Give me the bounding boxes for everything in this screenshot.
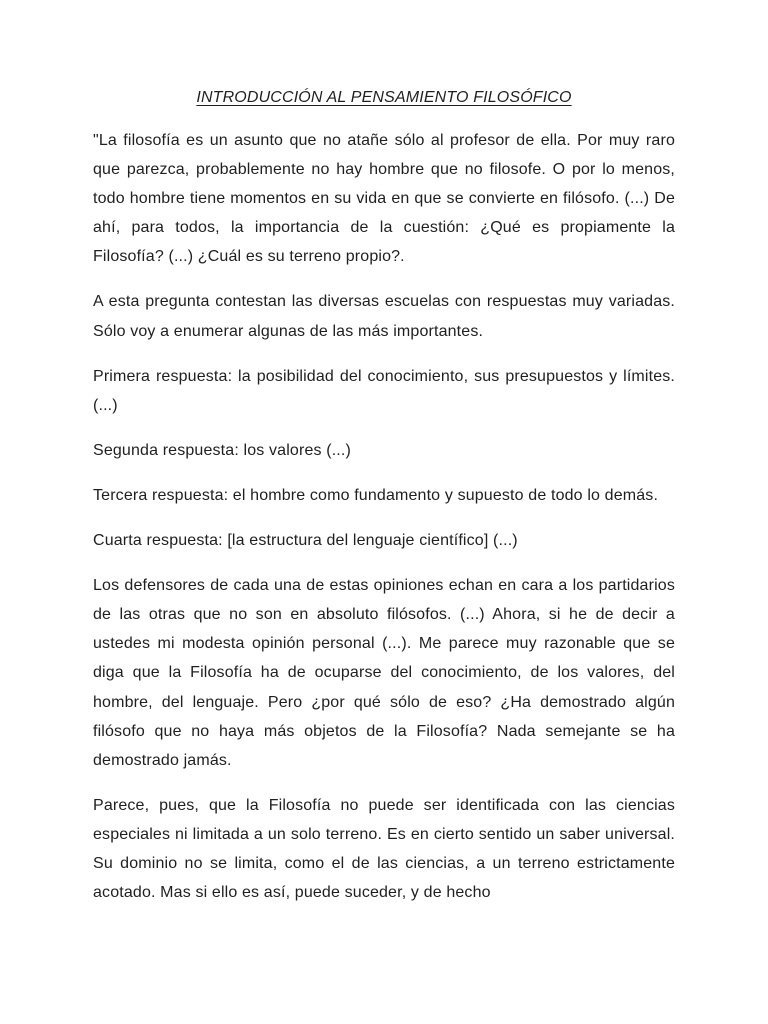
document-page <box>93 0 675 907</box>
paragraph-schools: A esta pregunta contestan las diversas escuelas con respuestas muy variadas. Sólo voy a enumerar algunas de las más importantes. <box>93 293 675 340</box>
paragraph-first-answer: Primera respuesta: la posibilidad del conocimiento, sus presupuestos y límites. (...) <box>93 367 675 414</box>
document-title: INTRODUCCIÓN AL PENSAMIENTO FILOSÓFICO <box>196 89 572 106</box>
paragraph-second-answer: Segunda respuesta: los valores (...) <box>93 441 351 459</box>
paragraph-universal-knowledge: Parece, pues, que la Filosofía no puede ser identificada con las ciencias especiales ni limitada a un solo terreno. Es en cierto sentido un saber universal. Su dominio no se limita, como el de las ciencias, a un terreno estrictamente acotado. Mas si ello es así, puede suceder, y de hecho <box>93 796 675 902</box>
paragraph-third-answer: Tercera respuesta: el hombre como fundamento y supuesto de todo lo demás. <box>93 486 659 504</box>
paragraph-quote-intro: "La filosofía es un asunto que no atañe sólo al profesor de ella. Por muy raro que parezca, probablemente no hay hombre que no filosofe. O por lo menos, todo hombre tiene momentos en su vida en que se convierte en filósofo. (...) De ahí, para todos, la importancia de la cuestión: ¿Qué es propiamente la Filosofía? (...) ¿Cuál es su terreno propio?. <box>93 132 675 266</box>
paragraph-fourth-answer: Cuarta respuesta: [la estructura del lenguaje científico] (...) <box>93 532 518 550</box>
paragraph-defenders: Los defensores de cada una de estas opiniones echan en cara a los partidarios de las otras que no son en absoluto filósofos. (...) Ahora, si he de decir a ustedes mi modesta opinión personal (...). Me parece muy razonable que se diga que la Filosofía ha de ocuparse del conocimiento, de los valores, del hombre, del lenguaje. Pero ¿por qué sólo de eso? ¿Ha demostrado algún filósofo que no haya más objetos de la Filosofía? Nada semejante se ha demostrado jamás. <box>93 577 675 769</box>
